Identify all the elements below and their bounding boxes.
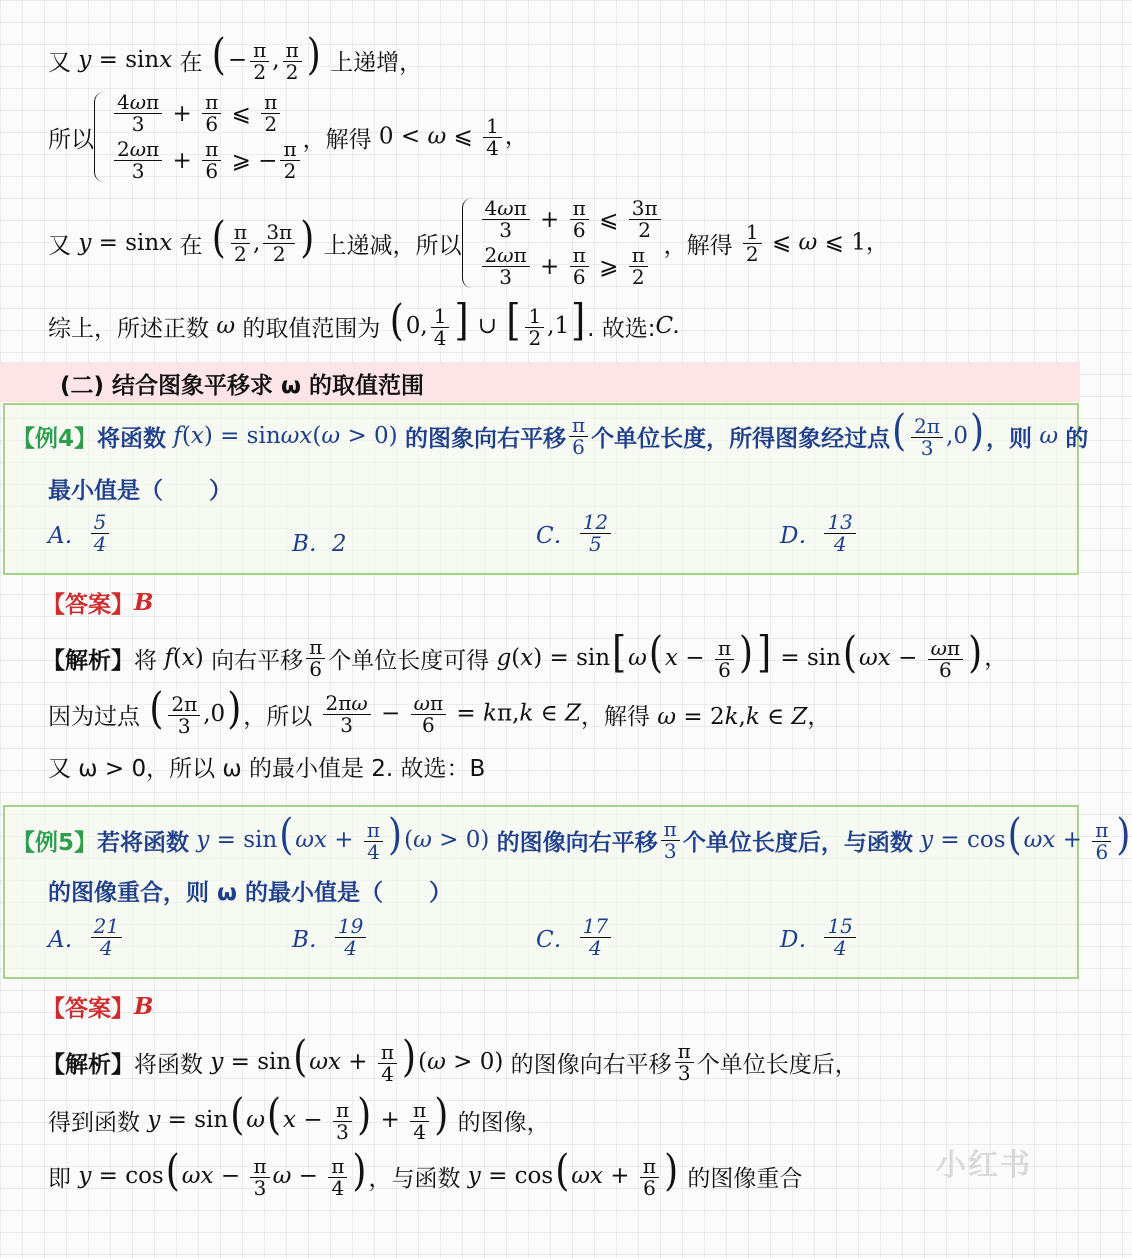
ex4-answer: 【答案】 B <box>42 589 154 618</box>
math: y = sinx <box>78 230 173 256</box>
ex5-option-c[interactable]: C． $\frac{17}{4}$ <box>536 916 614 959</box>
math: f(x) = sinωx(ω > 0) <box>173 423 405 450</box>
ex4-option-d[interactable]: D． $\frac{13}{4}$ <box>780 512 859 555</box>
math: ω = 2k,k ∈ Z， <box>657 703 831 730</box>
watermark-logo: 小红书 <box>936 1148 1032 1183</box>
math: $\frac{2\pi\omega}{3}$ − $\frac{\omega\pi}{6}$ = kπ,k ∈ Z <box>312 693 581 736</box>
math: y = sinx <box>78 47 173 74</box>
math: (0, $\frac{1}{4}$ ] ∪ [ $\frac{1}{2}$ ,1] <box>389 296 586 350</box>
math: ( $\frac{\pi}{2}$ , $\frac{3\pi}{2}$ ) <box>211 213 315 267</box>
math: y = sin(ω(x − $\frac{\pi}{3}$ ) + $\frac{\pi}{4}$ ) <box>147 1090 449 1144</box>
equation-system: $\frac{4\omega\pi}{3}$ + $\frac{\pi}{6}$ ⩽ $\frac{\pi}{2}$ $\frac{2\omega\pi}{3}$ + $\frac{\pi}{6}$ ⩾ − $\frac{\pi}{2}$ <box>94 92 303 182</box>
ex4-solution-line-3: 又 ω > 0，所以 ω 的最小值是 2. 故选：B <box>48 756 486 782</box>
math: (− $\frac{\pi}{2}$ , $\frac{\pi}{2}$ ) <box>211 30 321 84</box>
ex5-solution-line-2: 得到函数 y = sin(ω(x − $\frac{\pi}{3}$ ) + $\frac{\pi}{4}$ ) 的图像， <box>48 1090 550 1144</box>
math: y = sin(ωx + $\frac{\pi}{4}$ )(ω > 0) <box>210 1032 511 1086</box>
ex4-question-line-2: 最小值是（ ） <box>48 478 232 504</box>
top-line-1: 又 y = sinx 在 (− $\frac{\pi}{2}$ , $\frac{\pi}{2}$ ) 上递增， <box>48 30 423 84</box>
top-line-3: 又 y = sinx 在 ( $\frac{\pi}{2}$ , $\frac{3\pi}{2}$ ) 上递减，所以 $\frac{4\omega\pi}{3}$ + $\frac{\pi}{6}$ ⩽ $\frac{3\pi}{2}$ $\frac{2\omega\pi}{3}$ + $\frac{\pi}{6}$ ⩾ $\frac{\pi}{2}$ ，解得 $\frac{1}{2}$ ⩽ ω ⩽ 1， <box>48 196 889 289</box>
ex4-option-c[interactable]: C． $\frac{12}{5}$ <box>536 512 614 555</box>
math: $\frac{1}{2}$ ⩽ ω ⩽ 1， <box>733 222 889 265</box>
top-line-2: 所以 $\frac{4\omega\pi}{3}$ + $\frac{\pi}{6}$ ⩽ $\frac{\pi}{2}$ $\frac{2\omega\pi}{3}$ + $\frac{\pi}{6}$ ⩾ − $\frac{\pi}{2}$ ，解得 0 < ω ⩽ $\frac{1}{4}$ ， <box>48 90 528 183</box>
ex4-question-line-1: 【例4】 将函数 f(x) = sinωx(ω > 0) 的图象向右平移 $\frac{\pi}{6}$ 个单位长度，所得图象经过点 ( $\frac{2\pi}{3}$ ,0) ，则 ω 的 <box>12 406 1089 460</box>
top-line-4: 综上，所述正数 ω 的取值范围为 (0, $\frac{1}{4}$ ] ∪ [ $\frac{1}{2}$ ,1] . 故选: C. <box>48 296 680 350</box>
ex4-option-b[interactable]: B．2 <box>292 531 347 557</box>
equation-system: $\frac{4\omega\pi}{3}$ + $\frac{\pi}{6}$ ⩽ $\frac{3\pi}{2}$ $\frac{2\omega\pi}{3}$ + $\frac{\pi}{6}$ ⩾ $\frac{\pi}{2}$ <box>462 198 664 288</box>
ex5-solution-line-1: 【解析】 将函数 y = sin(ωx + $\frac{\pi}{4}$ )(ω > 0) 的图像向右平移 $\frac{\pi}{3}$ 个单位长度后， <box>42 1032 858 1086</box>
math: ( $\frac{2\pi}{3}$ ,0) <box>892 406 985 460</box>
ex5-question-line-1: 【例5】 若将函数 y = sin(ωx + $\frac{\pi}{4}$ )(ω > 0) 的图像向右平移 $\frac{\pi}{3}$ 个单位长度后，与函数 y = cos(ωx + $\frac{\pi}{6}$ ) <box>12 810 1131 864</box>
ex4-option-a[interactable]: A． $\frac{5}{4}$ <box>48 512 112 555</box>
math: ( $\frac{2\pi}{3}$ ,0) <box>149 684 242 738</box>
ex5-option-a[interactable]: A． $\frac{21}{4}$ <box>48 916 125 959</box>
ex5-option-d[interactable]: D． $\frac{15}{4}$ <box>780 916 859 959</box>
ex4-solution-line-1: 【解析】 将 f(x) 向右平移 $\frac{\pi}{6}$ 个单位长度可得 g(x) = sin[ω(x − $\frac{\pi}{6}$ ) ] = sin(ωx − $\frac{\omega\pi}{6}$ )， <box>42 628 1008 682</box>
ex5-question-line-2: 的图像重合，则 ω 的最小值是（ ） <box>48 880 453 906</box>
math: y = sin(ωx + $\frac{\pi}{4}$ )(ω > 0) <box>196 810 497 864</box>
math: g(x) = sin[ω(x − $\frac{\pi}{6}$ ) ] = sin(ωx − $\frac{\omega\pi}{6}$ )， <box>496 628 1008 682</box>
math: y = cos(ωx + $\frac{\pi}{6}$ ) <box>467 1146 679 1200</box>
ex5-solution-line-3: 即 y = cos(ωx − $\frac{\pi}{3}$ ω − $\frac{\pi}{4}$ ) ，与函数 y = cos(ωx + $\frac{\pi}{6}$ ) 的图像重合 <box>48 1146 803 1200</box>
math: y = cos(ωx + $\frac{\pi}{6}$ ) <box>920 810 1131 864</box>
ex4-solution-line-2: 因为过点 ( $\frac{2\pi}{3}$ ,0) ，所以 $\frac{2\pi\omega}{3}$ − $\frac{\omega\pi}{6}$ = kπ,k ∈ Z ，解得 ω = 2k,k ∈ Z， <box>48 684 831 738</box>
ex5-answer: 【答案】 B <box>42 993 154 1022</box>
math: y = cos(ωx − $\frac{\pi}{3}$ ω − $\frac{\pi}{4}$ ) <box>78 1146 367 1200</box>
math: 0 < ω ⩽ $\frac{1}{4}$ ， <box>371 113 528 160</box>
ex5-option-b[interactable]: B． $\frac{19}{4}$ <box>292 916 369 959</box>
section-title: (二) 结合图象平移求 ω 的取值范围 <box>60 372 425 399</box>
